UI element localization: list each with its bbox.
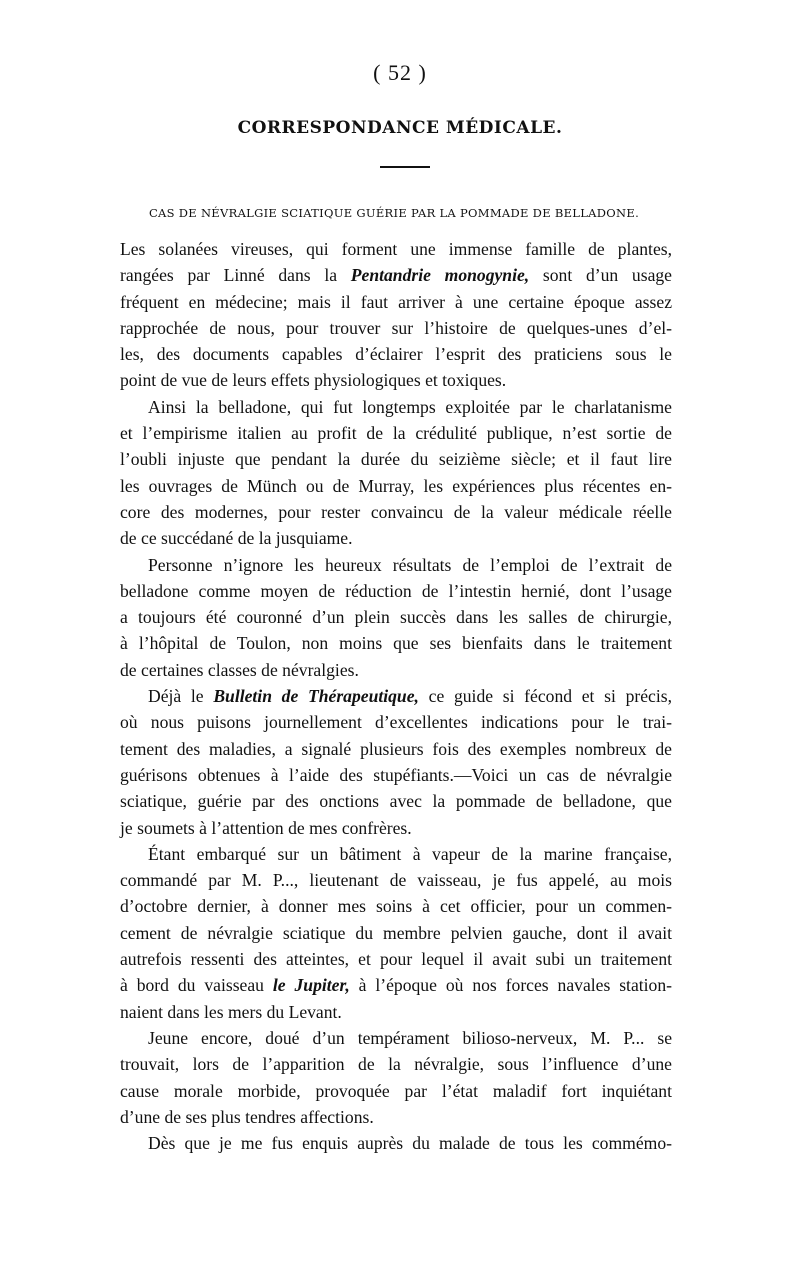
text-line: cause morale morbide, provoquée par l’état maladif fort inquiétant — [120, 1080, 672, 1101]
text-line: naient dans les mers du Levant. — [120, 1001, 342, 1022]
title-divider — [380, 166, 430, 168]
text-line: sciatique, guérie par des onctions avec la pommade de belladone, que — [120, 791, 672, 812]
text-line: les ouvrages de Münch ou de Murray, les expériences plus récentes en- — [120, 475, 672, 496]
text-line: autrefois ressenti des atteintes, et pour lequel il avait subi un traitement — [120, 949, 672, 970]
text-line: Ainsi la belladone, qui fut longtemps exploitée par le charlatanisme — [148, 396, 672, 417]
text-line: où nous puisons journellement d’excellentes indications pour le trai- — [120, 712, 672, 733]
text-line: d’une de ses plus tendres affections. — [120, 1106, 374, 1127]
emphasis-text: Bulletin de Thérapeutique, — [213, 686, 419, 707]
emphasis-text: le Jupiter, — [272, 975, 350, 996]
text-line: l’oubli injuste que pendant la durée du seizième siècle; et il faut lire — [120, 449, 672, 470]
text-line: cement de névralgie sciatique du membre pelvien gauche, dont il avait — [120, 922, 672, 943]
text-line: tement des maladies, a signalé plusieurs fois des exemples nombreux de — [120, 738, 672, 759]
text-line: Personne n’ignore les heureux résultats de l’emploi de l’extrait de — [148, 554, 672, 575]
text-line: a toujours été couronné d’un plein succès dans les salles de chirurgie, — [120, 607, 672, 628]
text-line: belladone comme moyen de réduction de l’intestin hernié, dont l’usage — [120, 580, 672, 601]
article-body — [120, 236, 672, 1156]
text-line: à bord du vaisseau le Jupiter, à l’époque où nos forces navales station- — [120, 975, 672, 996]
text-line: commandé par M. P..., lieutenant de vaisseau, je fus appelé, au mois — [120, 870, 672, 891]
article-title: CAS DE NÉVRALGIE SCIATIQUE GUÉRIE PAR LA POMMADE DE BELLADONE. — [148, 206, 640, 220]
text-line: rangées par Linné dans la Pentandrie monogynie, sont d’un usage — [120, 265, 672, 286]
text-line: et l’empirisme italien au profit de la crédulité publique, n’est sortie de — [120, 423, 672, 444]
section-title: CORRESPONDANCE MÉDICALE. — [237, 118, 563, 138]
text-line: Déjà le Bulletin de Thérapeutique, ce guide si fécond et si précis, — [148, 686, 672, 707]
text-line: fréquent en médecine; mais il faut arriver à une certaine époque assez — [120, 291, 672, 312]
emphasis-text: Pentandrie monogynie, — [350, 265, 530, 286]
text-line: guérisons obtenues à l’aide des stupéfiants.—Voici un cas de névralgie — [120, 764, 672, 785]
text-line: les, des documents capables d’éclairer l’esprit des praticiens sous le — [120, 344, 672, 365]
text-line: core des modernes, pour rester convaincu de la valeur médicale réelle — [120, 501, 672, 522]
text-line: Dès que je me fus enquis auprès du malade de tous les commémo- — [148, 1133, 672, 1154]
text-line: je soumets à l’attention de mes confrères. — [120, 817, 412, 838]
text-line: Les solanées vireuses, qui forment une immense famille de plantes, — [120, 239, 672, 259]
text-line: rapprochée de nous, pour trouver sur l’histoire de quelques-unes d’el- — [120, 317, 672, 338]
text-line: à l’hôpital de Toulon, non moins que ses bienfaits dans le traitement — [120, 633, 672, 654]
text-line: d’octobre dernier, à donner mes soins à cet officier, pour un commen- — [120, 896, 672, 917]
text-line: de ce succédané de la jusquiame. — [120, 528, 353, 549]
text-line: Jeune encore, doué d’un tempérament bilioso-nerveux, M. P... se — [148, 1027, 672, 1048]
text-line: trouvait, lors de l’apparition de la névralgie, sous l’influence d’une — [120, 1054, 672, 1075]
text-line: de certaines classes de névralgies. — [120, 659, 359, 680]
text-line: Étant embarqué sur un bâtiment à vapeur de la marine française, — [148, 843, 672, 864]
text-line: point de vue de leurs effets physiologiques et toxiques. — [120, 370, 507, 391]
page-number: ( 52 ) — [373, 60, 427, 85]
